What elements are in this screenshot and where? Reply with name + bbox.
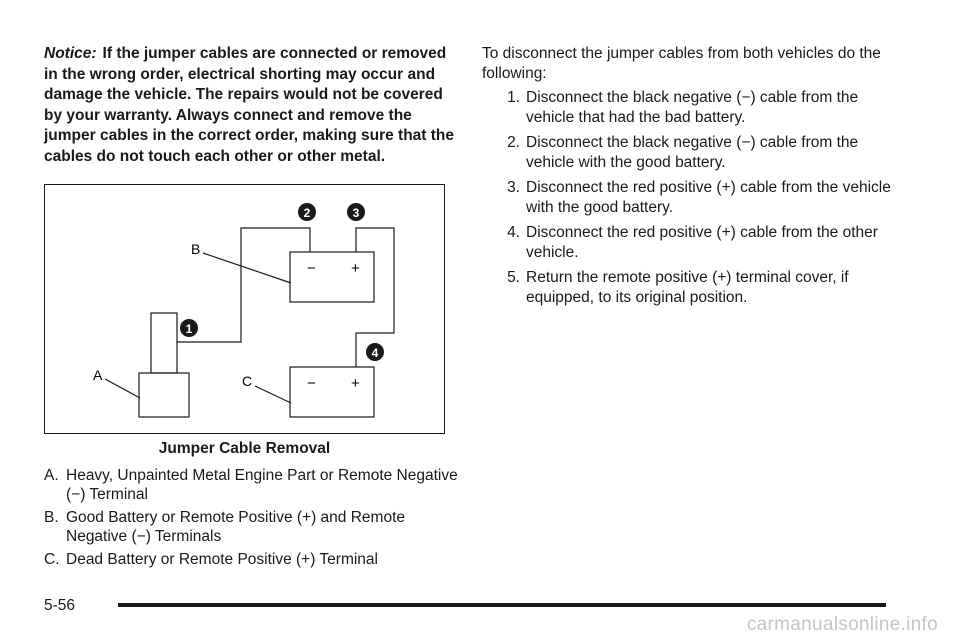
legend-text: Good Battery or Remote Positive (+) and Remote Negative (−) Terminals (66, 509, 406, 545)
leader-line-a (105, 379, 140, 398)
step-number: 5. (507, 269, 520, 286)
legend-text: Dead Battery or Remote Positive (+) Terminal (66, 551, 378, 568)
footer-rule (118, 603, 886, 607)
step-item (482, 223, 902, 263)
callout-4 (366, 343, 384, 361)
dead-battery-minus-label: − (307, 375, 316, 392)
step-number: 2. (507, 134, 520, 151)
good-battery-plus-label: + (351, 260, 360, 277)
dead-battery-shape (290, 367, 374, 417)
callout-1 (180, 319, 198, 337)
svg-text:4: 4 (371, 346, 379, 360)
notice-label: Notice: (44, 45, 97, 62)
step-item (482, 178, 902, 218)
diagram-caption: Jumper Cable Removal (158, 440, 331, 457)
disconnect-steps (482, 88, 902, 313)
step-number: 4. (507, 224, 520, 241)
legend-item (44, 508, 464, 546)
page-number: 5-56 (44, 597, 76, 614)
diagram-legend (44, 466, 464, 573)
leader-line-c (255, 386, 291, 403)
step-text: Disconnect the black negative (−) cable from the vehicle with the good battery. (526, 134, 859, 171)
step-number: 1. (507, 89, 520, 106)
step-text: Disconnect the red positive (+) cable from the vehicle with the good battery. (526, 179, 891, 216)
legend-item (44, 550, 464, 569)
label-a: A (93, 367, 103, 383)
svg-text:3: 3 (352, 206, 360, 220)
legend-key: C. (44, 551, 60, 568)
engine-part-shape (139, 373, 189, 417)
step-item (482, 268, 902, 308)
callout-2 (298, 203, 316, 221)
legend-key: A. (44, 467, 59, 484)
disconnect-intro: To disconnect the jumper cables from both vehicles do the following: (482, 45, 881, 82)
label-c: C (242, 373, 253, 389)
dead-battery-plus-label: + (351, 375, 360, 392)
step-text: Disconnect the red positive (+) cable from the other vehicle. (526, 224, 878, 261)
step-text: Return the remote positive (+) terminal cover, if equipped, to its original position. (526, 269, 849, 306)
svg-text:1: 1 (185, 322, 193, 336)
notice-text: If the jumper cables are connected or removed in the wrong order, electrical shorting may occur and damage the vehicle. The repairs would not be covered by your warranty. Always connect and remove the jumper cables in the correct order, making sure that the cables do not touch each other or other metal. (44, 45, 455, 165)
legend-key: B. (44, 509, 59, 526)
step-item (482, 133, 902, 173)
callout-3 (347, 203, 365, 221)
watermark: carmanualsonline.info (746, 614, 938, 635)
good-battery-minus-label: − (307, 260, 316, 277)
step-item (482, 88, 902, 128)
legend-text: Heavy, Unpainted Metal Engine Part or Remote Negative (−) Terminal (66, 467, 458, 503)
leader-line-b (203, 253, 291, 283)
good-battery-shape (290, 252, 374, 302)
diagram-drawing (45, 185, 446, 435)
notice-paragraph (44, 44, 454, 167)
legend-item (44, 466, 464, 504)
jumper-cable-diagram (44, 184, 445, 434)
label-b: B (191, 241, 201, 257)
engine-bracket-shape (151, 313, 177, 373)
step-number: 3. (507, 179, 520, 196)
svg-text:2: 2 (303, 206, 311, 220)
step-text: Disconnect the black negative (−) cable from the vehicle that had the bad battery. (526, 89, 859, 126)
